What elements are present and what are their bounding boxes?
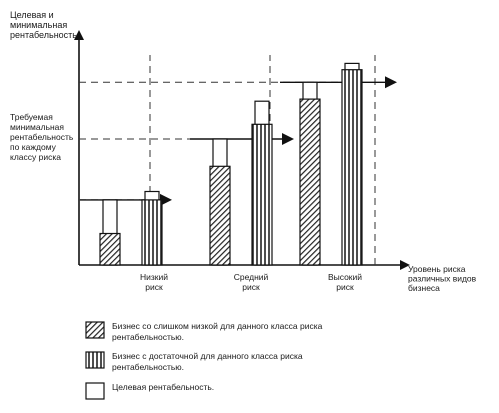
required-min-arrow	[282, 133, 294, 145]
x-tick-label: Низкий риск	[140, 272, 168, 292]
low-return-bar	[210, 166, 230, 265]
legend-text-adequate: Бизнес с достаточной для данного класса риска рентабельностью.	[112, 351, 303, 372]
axis-labels	[10, 10, 477, 293]
legend-swatch-adequate	[86, 352, 104, 368]
required-min-arrow	[385, 76, 397, 88]
required-min-label: Требуемая минимальная рентабельность по каждому классу риска	[10, 112, 74, 162]
adequate-return-bar	[342, 70, 362, 265]
adequate-return-bar	[142, 200, 162, 265]
y-axis-label: Целевая и минимальная рентабельность	[10, 10, 77, 40]
x-axis-label: Уровень риска различных видов бизнеса	[408, 264, 477, 293]
bars	[100, 63, 362, 265]
adequate-return-bar	[252, 124, 272, 265]
legend-text-low: Бизнес со слишком низкой для данного класса риска рентабельностью.	[112, 321, 323, 342]
low-return-bar	[100, 234, 120, 266]
legend	[86, 321, 323, 399]
legend-text-target: Целевая рентабельность.	[112, 382, 215, 392]
low-return-bar	[300, 99, 320, 265]
legend-swatch-target	[86, 383, 104, 399]
x-tick-label: Высокий риск	[327, 272, 363, 292]
legend-swatch-low	[86, 322, 104, 338]
x-tick-label: Средний риск	[233, 272, 269, 292]
